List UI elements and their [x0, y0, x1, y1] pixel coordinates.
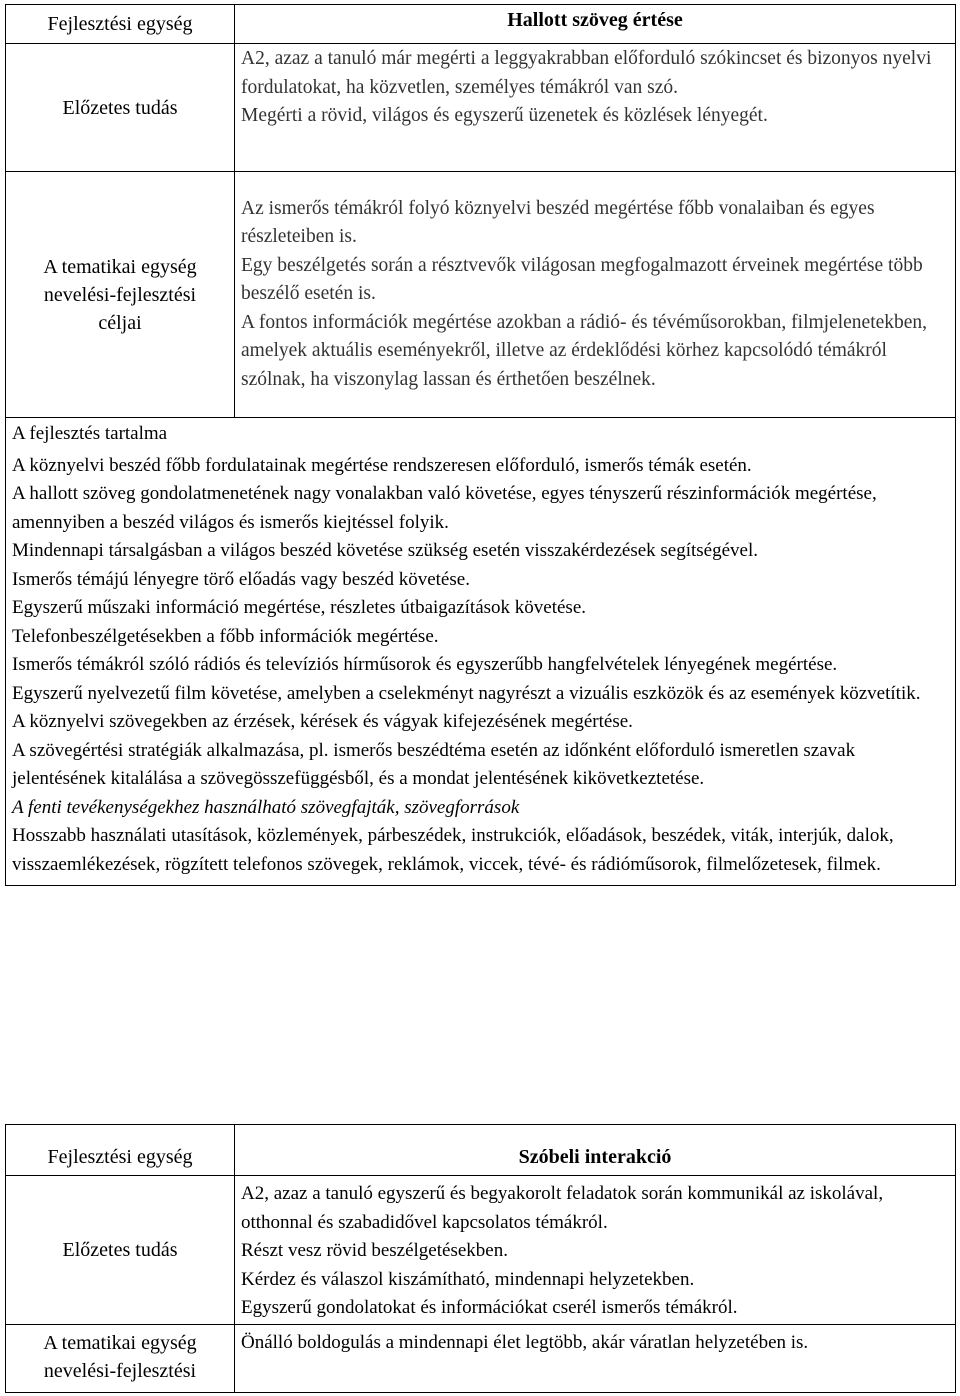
goals-label-line: A tematikai egység [43, 1331, 197, 1354]
goals-text [235, 172, 956, 418]
goals-text: Önálló boldogulás a mindennapi élet legtöbb, akár váratlan helyzetében is. [235, 1324, 956, 1392]
curriculum-table-oral-interaction [5, 1124, 956, 1393]
unit-title: Hallott szöveg értése [235, 5, 956, 44]
goal-line: Az ismerős témákról folyó köznyelvi beszéd megértése főbb vonalaiban és egyes részleteiben is. [241, 197, 875, 248]
goals-label-line: céljai [98, 311, 142, 334]
prior-knowledge-text [235, 44, 956, 172]
content-line: A köznyelvi szövegekben az érzések, kérések és vágyak kifejezésének megértése. [12, 711, 633, 732]
content-line: Ismerős témájú lényegre törő előadás vagy beszéd követése. [12, 568, 470, 590]
content-line: Mindennapi társalgásban a világos beszéd követése szükség esetén visszakérdezések segítségével. [12, 540, 759, 561]
content-heading: A fejlesztés tartalma [12, 423, 168, 444]
prior-knowledge-label: Előzetes tudás [6, 44, 235, 172]
prior-knowledge-text [235, 1176, 956, 1325]
content-line: Telefonbeszélgetésekben a főbb információk megértése. [12, 625, 439, 647]
prior-line: A2, azaz a tanuló már megérti a leggyakrabban előforduló szókincset és bizonyos nyelvi fordulatokat, ha közvetlen, személyes témákról van szó. [241, 48, 932, 98]
sources-heading: A fenti tevékenységekhez használható szövegfajták, szövegforrások [12, 796, 520, 818]
unit-label: Fejlesztési egység [6, 1125, 235, 1176]
prior-line: Megérti a rövid, világos és egyszerű üzenetek és közlések lényegét. [241, 105, 768, 126]
prior-line: A2, azaz a tanuló egyszerű és begyakorolt feladatok során kommunikál az iskolával, otthonnal és szabadidővel kapcsolatos témákról. [241, 1183, 884, 1233]
content-line: Egyszerű nyelvezetű film követése, amelyben a cselekményt nagyrészt a vizuális eszközök és az események közvetítik. [12, 682, 921, 704]
unit-label: Fejlesztési egység [6, 5, 235, 44]
goals-label [6, 172, 235, 418]
curriculum-table-listening [5, 4, 956, 886]
content-line: Ismerős témákról szóló rádiós és televíziós hírműsorok és egyszerűbb hangfelvételek lényegének megértése. [12, 654, 838, 675]
content-line: Egyszerű műszaki információ megértése, részletes útbaigazítások követése. [12, 597, 586, 618]
content-line: A szövegértési stratégiák alkalmazása, pl. ismerős beszédtéma esetén az időnként előforduló ismeretlen szavak jelentésének kitalálása a szövegösszefüggésből, és a mondat jelentésének kikövetkeztetése. [12, 739, 856, 789]
goals-label [6, 1324, 235, 1392]
goals-label-line: nevelési-fejlesztési [43, 1359, 197, 1382]
content-cell [6, 418, 956, 886]
sources-text: Hosszabb használati utasítások, közlemények, párbeszédek, instrukciók, előadások, beszédek, viták, interjúk, dalok, visszaemlékezések, rögzített telefonos szövegek, reklámok, viccek, tévé- és rádióműsorok, filmelőzetesek, filmek. [12, 825, 894, 875]
goal-line: Egy beszélgetés során a résztvevők világosan megfogalmazott érveinek megértése több beszélő esetén is. [241, 254, 923, 305]
goal-line: A fontos információk megértése azokban a rádió- és tévéműsorokban, filmjelenetekben, amelyek aktuális eseményekről, illetve az érdeklődési körhez kapcsolódó témákról szólnak, ha viszonylag lassan és érthetően beszélnek. [241, 311, 928, 390]
prior-line: Egyszerű gondolatokat és információkat cserél ismerős témákról. [241, 1297, 738, 1318]
content-line: A köznyelvi beszéd főbb fordulatainak megértése rendszeresen előforduló, ismerős témák esetén. [12, 454, 752, 476]
prior-line: Kérdez és válaszol kiszámítható, mindennapi helyzetekben. [241, 1268, 695, 1290]
goals-label-line: A tematikai egység [43, 255, 197, 278]
prior-knowledge-label: Előzetes tudás [6, 1176, 235, 1325]
goals-label-line: nevelési-fejlesztési [43, 283, 197, 306]
content-line: A hallott szöveg gondolatmenetének nagy vonalakban való követése, egyes tényszerű részinformációk megértése, amennyiben a beszéd világos és ismerős kiejtéssel folyik. [12, 483, 877, 533]
unit-title: Szóbeli interakció [235, 1125, 956, 1176]
prior-line: Részt vesz rövid beszélgetésekben. [241, 1240, 508, 1261]
